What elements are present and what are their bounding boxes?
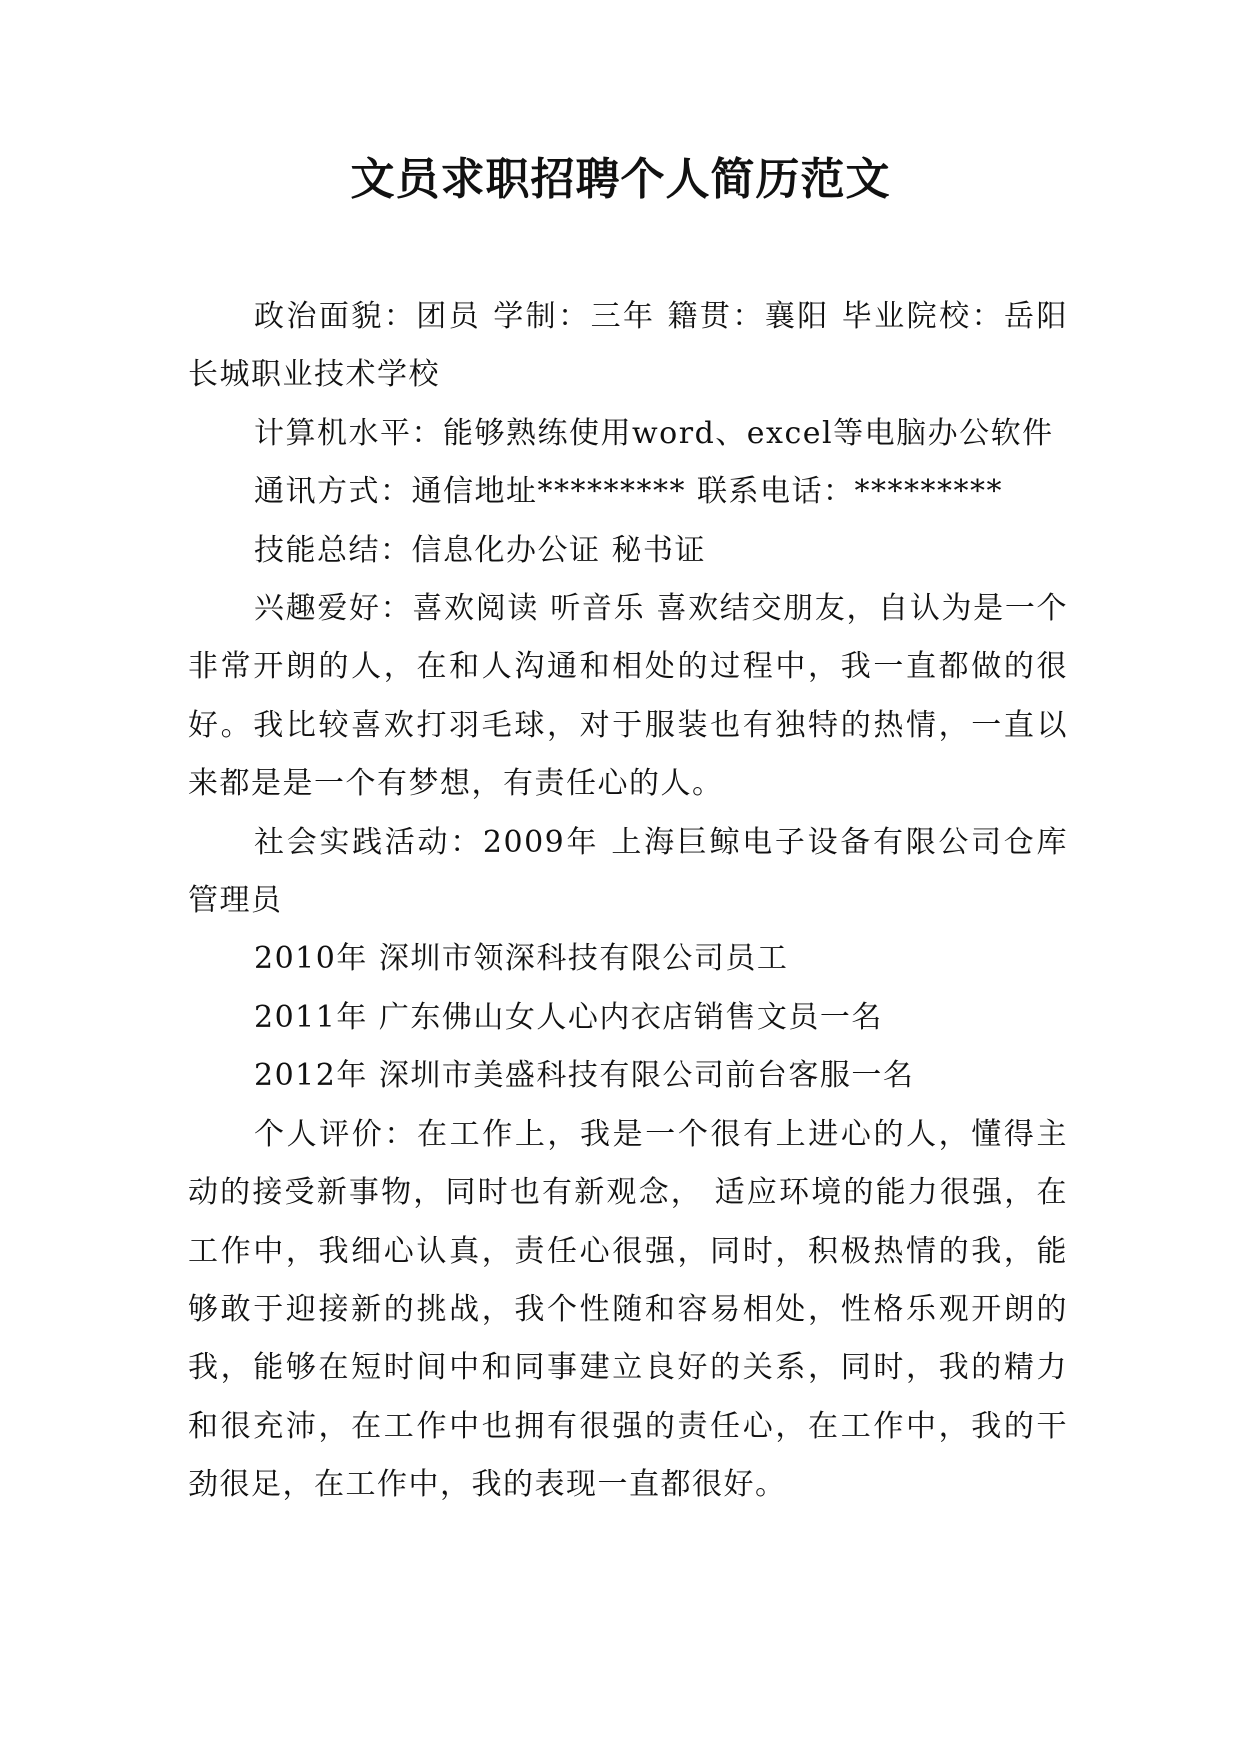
paragraph-hobbies: 兴趣爱好：喜欢阅读 听音乐 喜欢结交朋友，自认为是一个非常开朗的人，在和人沟通和相处的过程中，我一直都做的很好。我比较喜欢打羽毛球，对于服装也有独特的热情，一直以来都是是一个有梦想，有责任心的人。 — [188, 591, 1068, 802]
paragraph-personal-info: 政治面貌：团员 学制：三年 籍贯：襄阳 毕业院校：岳阳长城职业技术学校 — [188, 299, 1068, 393]
paragraph-self-evaluation: 个人评价：在工作上，我是一个很有上进心的人，懂得主动的接受新事物，同时也有新观念， 适应环境的能力很强，在工作中，我细心认真，责任心很强，同时，积极热情的我，能够敢于迎接新的挑战，我个性随和容易相处，性格乐观开朗的我，能够在短时间中和同事建立良好的关系，同时，我的精力和很充沛，在工作中也拥有很强的责任心，在工作中，我的干劲很足，在工作中，我的表现一直都很好。 — [188, 1116, 1068, 1503]
paragraph-practice-2011: 2011年 广东佛山女人心内衣店销售文员一名 — [254, 999, 883, 1035]
paragraph-practice-2009: 社会实践活动：2009年 上海巨鲸电子设备有限公司仓库管理员 — [188, 824, 1068, 919]
paragraph-skills-summary: 技能总结：信息化办公证 秘书证 — [254, 532, 707, 568]
paragraph-computer-skills: 计算机水平：能够熟练使用word、excel等电脑办公软件 — [254, 415, 1054, 451]
paragraph-practice-2010: 2010年 深圳市领深科技有限公司员工 — [254, 941, 789, 977]
paragraph-contact: 通讯方式：通信地址********* 联系电话：********* — [254, 474, 1004, 510]
document-body — [188, 288, 1068, 1515]
paragraph-practice-2012: 2012年 深圳市美盛科技有限公司前台客服一名 — [254, 1058, 915, 1094]
document-title: 文员求职招聘个人简历范文 — [350, 154, 891, 205]
